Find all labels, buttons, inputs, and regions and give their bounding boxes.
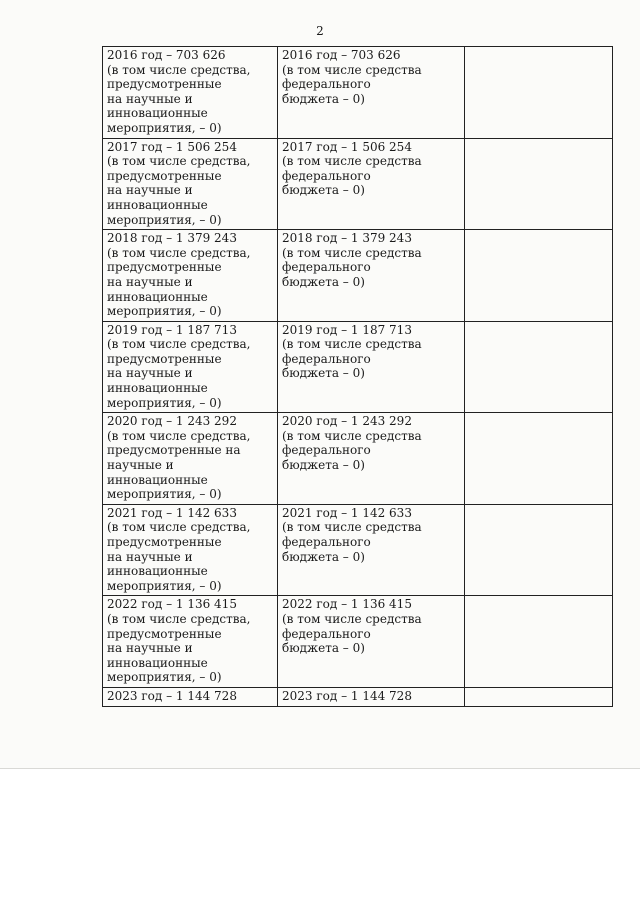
cell-text-line: научные и	[107, 458, 174, 473]
funding-total-cell	[103, 138, 278, 230]
budget-table	[102, 46, 613, 707]
cell-text-line: (в том числе средства,	[107, 428, 251, 443]
empty-cell	[465, 413, 613, 505]
cell-text-line: бюджета – 0)	[282, 183, 365, 198]
cell-text-line: на научные и	[107, 274, 193, 289]
cell-text-line: федерального	[282, 535, 371, 549]
cell-text-line: федерального	[282, 626, 371, 641]
cell-text-line: (в том числе средства	[282, 611, 422, 626]
cell-text-line: бюджета – 0)	[282, 91, 365, 106]
cell-text-line: инновационные	[107, 289, 208, 304]
table-row	[103, 596, 613, 688]
cell-text-line: 2021 год – 1 142 633	[282, 505, 412, 520]
cell-text-line: 2021 год – 1 142 633	[107, 505, 237, 520]
federal-budget-cell	[278, 687, 465, 706]
table-row	[103, 504, 613, 596]
cell-text-line: федерального	[282, 260, 371, 275]
cell-text-line: предусмотренные на	[107, 443, 241, 458]
cell-text-line: 2017 год – 1 506 254	[107, 139, 237, 154]
cell-text-line: мероприятия, – 0)	[107, 670, 222, 685]
empty-cell	[465, 321, 613, 413]
cell-text-line: (в том числе средства,	[107, 520, 251, 535]
cell-text-line: инновационные	[107, 564, 208, 579]
cell-text-line: предусмотренные	[107, 351, 222, 366]
cell-text-line: мероприятия, – 0)	[107, 212, 222, 227]
cell-text-line: инновационные	[107, 106, 208, 121]
funding-total-cell	[103, 321, 278, 413]
cell-text-line: предусмотренные	[107, 535, 222, 549]
cell-text-line: федерального	[282, 443, 371, 458]
cell-text-line: (в том числе средства,	[107, 245, 251, 260]
cell-text-line: федерального	[282, 351, 371, 366]
empty-cell	[465, 230, 613, 322]
cell-text-line: на научные и	[107, 366, 193, 381]
cell-text-line: (в том числе средства,	[107, 337, 251, 352]
cell-text-line: предусмотренные	[107, 77, 222, 92]
table-row	[103, 47, 613, 139]
cell-text-line: 2023 год – 1 144 728	[282, 688, 412, 703]
cell-text-line: инновационные	[107, 472, 208, 487]
table-row	[103, 413, 613, 505]
cell-text-line: мероприятия, – 0)	[107, 395, 222, 410]
cell-text-line: (в том числе средства	[282, 337, 422, 352]
cell-text-line: предусмотренные	[107, 260, 222, 275]
cell-text-line: (в том числе средства	[282, 428, 422, 443]
empty-cell	[465, 504, 613, 596]
federal-budget-cell	[278, 230, 465, 322]
cell-text-line: (в том числе средства	[282, 154, 422, 169]
cell-text-line: (в том числе средства,	[107, 154, 251, 169]
funding-total-cell	[103, 230, 278, 322]
cell-text-line: бюджета – 0)	[282, 366, 365, 381]
empty-cell	[465, 138, 613, 230]
federal-budget-cell	[278, 321, 465, 413]
funding-total-cell	[103, 504, 278, 596]
table-row	[103, 138, 613, 230]
cell-text-line: бюджета – 0)	[282, 458, 365, 473]
cell-text-line: 2022 год – 1 136 415	[107, 597, 237, 612]
cell-text-line: предусмотренные	[107, 168, 222, 183]
cell-text-line: бюджета – 0)	[282, 549, 365, 564]
cell-text-line: 2020 год – 1 243 292	[282, 414, 412, 429]
cell-text-line: 2018 год – 1 379 243	[107, 231, 237, 246]
cell-text-line: инновационные	[107, 197, 208, 212]
cell-text-line: мероприятия, – 0)	[107, 304, 222, 319]
cell-text-line: инновационные	[107, 655, 208, 670]
cell-text-line: на научные и	[107, 91, 193, 106]
cell-text-line: 2017 год – 1 506 254	[282, 139, 412, 154]
cell-text-line: (в том числе средства,	[107, 62, 251, 77]
funding-total-cell	[103, 687, 278, 706]
cell-text-line: федерального	[282, 77, 371, 92]
table-row	[103, 230, 613, 322]
federal-budget-cell	[278, 138, 465, 230]
table-row	[103, 321, 613, 413]
cell-text-line: 2022 год – 1 136 415	[282, 597, 412, 612]
cell-text-line: (в том числе средства	[282, 520, 422, 535]
cell-text-line: 2019 год – 1 187 713	[282, 322, 412, 337]
cell-text-line: 2016 год – 703 626	[107, 48, 226, 62]
page-number: 2	[316, 24, 324, 38]
budget-table-body	[103, 47, 613, 707]
funding-total-cell	[103, 47, 278, 139]
cell-text-line: 2016 год – 703 626	[282, 48, 401, 62]
cell-text-line: федерального	[282, 168, 371, 183]
federal-budget-cell	[278, 596, 465, 688]
cell-text-line: инновационные	[107, 381, 208, 396]
federal-budget-cell	[278, 413, 465, 505]
cell-text-line: (в том числе средства	[282, 245, 422, 260]
cell-text-line: (в том числе средства,	[107, 611, 251, 626]
empty-cell	[465, 687, 613, 706]
funding-total-cell	[103, 413, 278, 505]
cell-text-line: мероприятия, – 0)	[107, 487, 222, 502]
cell-text-line: предусмотренные	[107, 626, 222, 641]
cell-text-line: бюджета – 0)	[282, 641, 365, 656]
cell-text-line: на научные и	[107, 183, 193, 198]
cell-text-line: 2019 год – 1 187 713	[107, 322, 237, 337]
empty-cell	[465, 596, 613, 688]
cell-text-line: на научные и	[107, 549, 193, 564]
table-row	[103, 687, 613, 706]
cell-text-line: на научные и	[107, 641, 193, 656]
funding-total-cell	[103, 596, 278, 688]
cell-text-line: 2020 год – 1 243 292	[107, 414, 237, 429]
empty-cell	[465, 47, 613, 139]
federal-budget-cell	[278, 47, 465, 139]
cell-text-line: 2018 год – 1 379 243	[282, 231, 412, 246]
cell-text-line: бюджета – 0)	[282, 274, 365, 289]
cell-text-line: мероприятия, – 0)	[107, 120, 222, 135]
cell-text-line: мероприятия, – 0)	[107, 578, 222, 593]
cell-text-line: 2023 год – 1 144 728	[107, 688, 237, 703]
cell-text-line: (в том числе средства	[282, 62, 422, 77]
federal-budget-cell	[278, 504, 465, 596]
